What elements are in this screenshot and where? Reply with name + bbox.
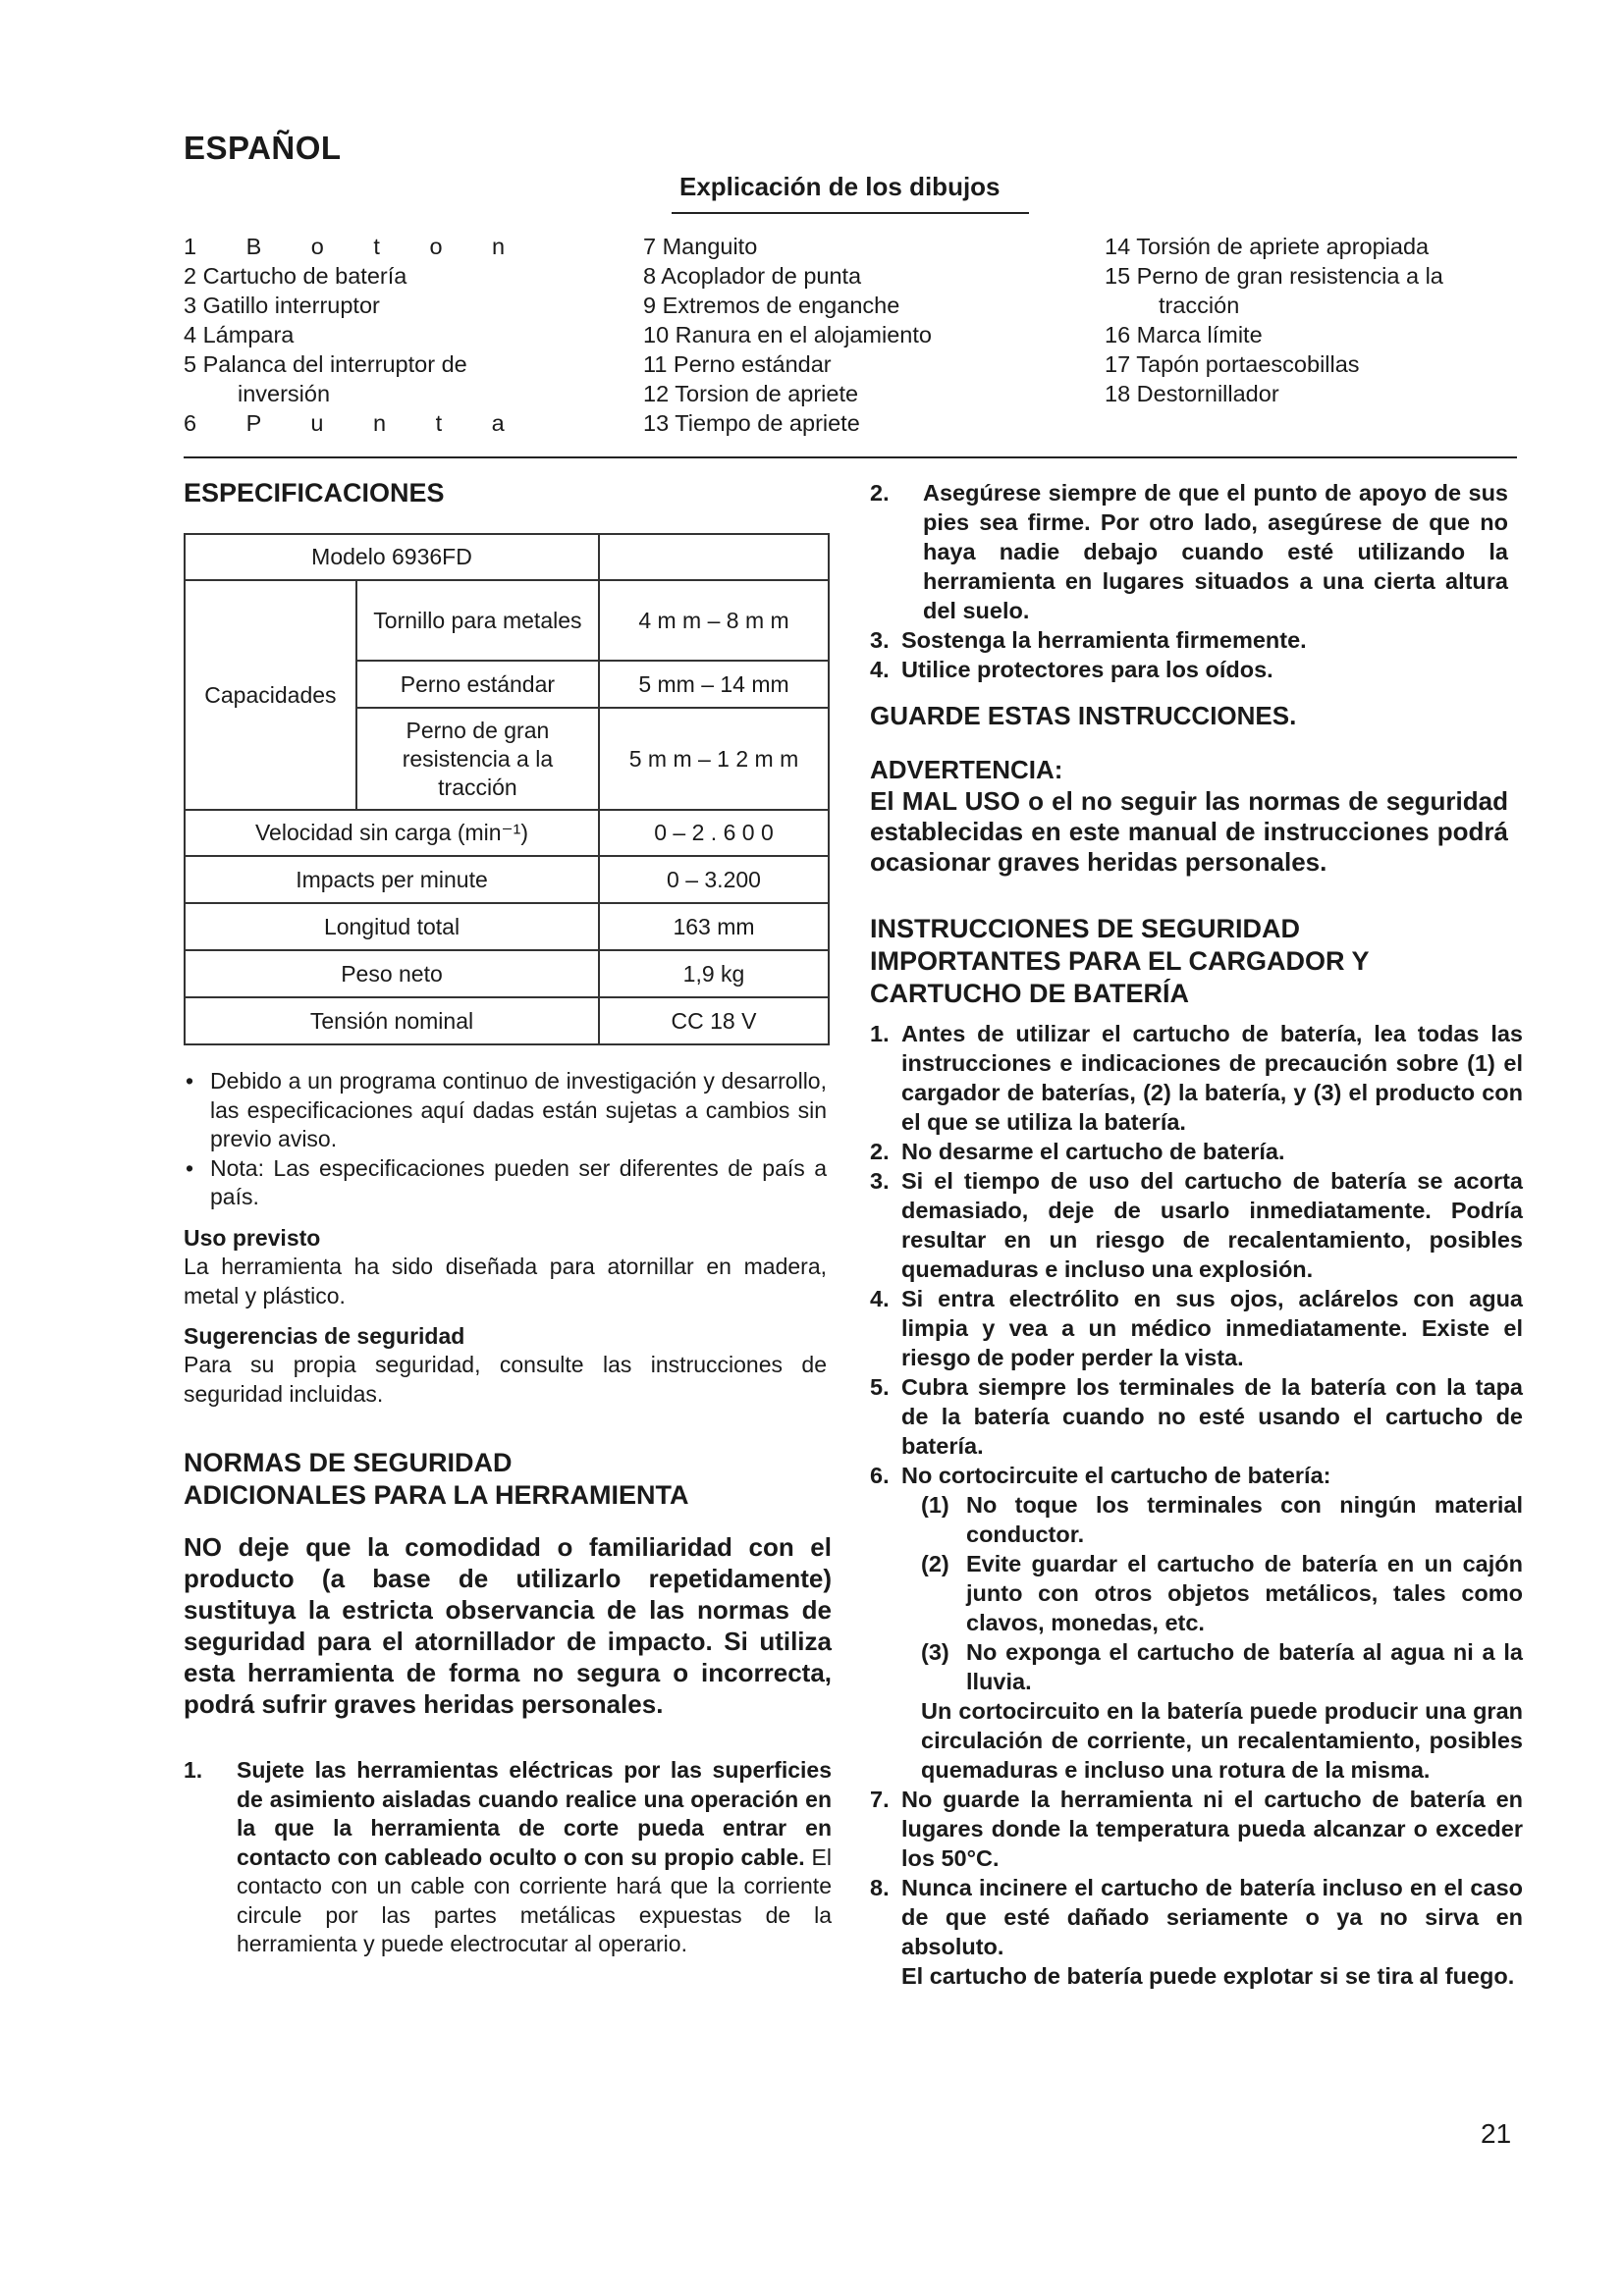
legend-item: 13 Tiempo de apriete [643,410,860,436]
legend-title-underline [672,212,1029,214]
voltage-label: Tensión nominal [185,997,599,1044]
item-number: 1. [870,1021,890,1046]
item-number: 2. [870,480,890,506]
item-normal-text: El contacto con un cable con corriente hará que la corriente circule por las partes metálicas expuestas de la herramienta y puede electrocutar al operario. [237,1843,832,1956]
spec-note: • Nota: Las especificaciones pueden ser diferentes de país a país. [184,1154,827,1212]
item-bold-text: Sujete las herramientas eléctricas por las superficies de asimiento aisladas cuando realice una operación en la que la herramienta de corte pueda entrar en contacto con cableado oculto o con su propio cable. [237,1757,832,1870]
item-number: 5. [870,1374,890,1400]
standard-bolt-label: Perno estándar [356,661,599,708]
impacts-value: 0 – 3.200 [599,856,829,903]
save-instructions: GUARDE ESTAS INSTRUCCIONES. [870,701,1297,730]
advertencia-heading: ADVERTENCIA: [870,755,1063,784]
sub-item-number: (2) [921,1551,949,1576]
item-text: Si entra electrólito en sus ojos, aclárelos con agua limpia y vea a un médico inmediatamente. Existe el riesgo de poder perder la vista. [901,1286,1523,1370]
sub-item-text: No exponga el cartucho de batería al agua ni a la lluvia. [966,1639,1523,1694]
standard-bolt-value: 5 mm – 14 mm [599,661,829,708]
capacities-label: Capacidades [185,580,356,810]
weight-label: Peso neto [185,950,599,997]
legend-item: 16 Marca límite [1105,322,1263,347]
item-text: No desarme el cartucho de batería. [901,1139,1285,1164]
metal-screw-label: Tornillo para metales [356,580,599,661]
safety-tips-section [184,1321,827,1409]
legend-item: 1 B o t o n [184,234,527,259]
impacts-label: Impacts per minute [185,856,599,903]
safety-tips-text: Para su propia seguridad, consulte las instrucciones de seguridad incluidas. [184,1352,827,1407]
list-item [870,1019,1523,1137]
list-item [870,478,1508,625]
high-tensile-bolt-label: Perno de gran resistencia a la tracción [356,708,599,810]
explode-note: El cartucho de batería puede explotar si se tira al fuego. [901,1963,1515,1989]
page-number: 21 [1481,2118,1512,2149]
item-number: 1. [184,1757,203,1783]
list-item [870,1166,1523,1284]
metal-screw-value: 4 m m – 8 m m [599,580,829,661]
list-item [870,1873,1523,1961]
item-number: 4. [870,1286,890,1311]
list-item [870,1137,1523,1166]
sub-item-number: (3) [921,1639,949,1665]
legend-title: Explicación de los dibujos [679,172,1001,201]
item-text: Antes de utilizar el cartucho de batería, lea todas las instrucciones e indicaciones de precaución sobre (1) el cargador de baterías, (2) la batería, y (3) el producto con el que se utiliza la batería. [901,1021,1523,1135]
item-number: 6. [870,1463,890,1488]
legend-item: 5 Palanca del interruptor de [184,351,467,377]
length-label: Longitud total [185,903,599,950]
sub-item [870,1637,1523,1696]
spec-note: • Debido a un programa continuo de investigación y desarrollo, las especificaciones aquí dadas están sujetas a cambios sin previo aviso. [184,1067,827,1154]
item-number: 3. [870,1168,890,1194]
weight-value: 1,9 kg [599,950,829,997]
model-label: Modelo 6936FD [185,534,599,580]
item-number: 2. [870,1139,890,1164]
legend-item: 10 Ranura en el alojamiento [643,322,932,347]
advertencia-text: El MAL USO o el no seguir las normas de seguridad establecidas en este manual de instrucciones podrá ocasionar graves heridas personales. [870,786,1508,877]
item-text: Sostenga la herramienta firmemente. [901,627,1307,653]
item-number: 8. [870,1875,890,1900]
legend-item: 14 Torsión de apriete apropiada [1105,234,1430,259]
additional-rules-heading-line: NORMAS DE SEGURIDAD [184,1448,513,1477]
no-load-speed-value: 0 – 2 . 6 0 0 [599,810,829,856]
legend-item: 2 Cartucho de batería [184,263,407,289]
legend-item: 18 Destornillador [1105,381,1279,406]
intended-use-text: La herramienta ha sido diseñada para atornillar en madera, metal y plástico. [184,1254,827,1308]
legend-item: inversión [238,381,331,406]
short-circuit-note: Un cortocircuito en la batería puede producir una gran circulación de corriente, un recalentamiento, posibles quemaduras e incluso una rotura de la misma. [921,1698,1523,1783]
battery-heading [870,913,1508,1010]
item-text: Utilice protectores para los oídos. [901,657,1273,682]
item-text: Asegúrese siempre de que el punto de apoyo de sus pies sea firme. Por otro lado, asegúrese de que no haya nadie debajo cuando esté utilizando la herramienta en lugares situados a una cierta altura del suelo. [923,480,1508,623]
legend-column-1 [184,232,526,438]
legend-item: 6 P u n t a [184,410,526,436]
item-text: No cortocircuite el cartucho de batería: [901,1463,1331,1488]
additional-rules-warning: NO deje que la comodidad o familiaridad con el producto (a base de utilizarlo repetidamente) sustituya la estricta observancia de las normas de seguridad para el atornillador de impacto. Si utiliza esta herramienta de forma no segura o incorrecta, podrá sufrir graves heridas personales. [184,1532,832,1719]
sub-item-text: No toque los terminales con ningún material conductor. [966,1492,1523,1547]
legend-item: 7 Manguito [643,234,758,259]
legend-item: 12 Torsion de apriete [643,381,859,406]
battery-list [870,1019,1523,1991]
item-text: Cubra siempre los terminales de la batería con la tapa de la batería cuando no esté usando el cartucho de batería. [901,1374,1523,1459]
battery-heading-line: CARTUCHO DE BATERÍA [870,979,1189,1008]
advertencia-section [870,754,1508,878]
specs-table [184,533,830,1045]
no-load-speed-label: Velocidad sin carga (min⁻¹) [185,810,599,856]
battery-heading-line: IMPORTANTES PARA EL CARGADOR Y [870,946,1370,976]
intended-use-heading: Uso previsto [184,1225,321,1251]
language-heading: ESPAÑOL [184,130,342,166]
safety-tips-heading: Sugerencias de seguridad [184,1323,465,1349]
list-item [870,1284,1523,1372]
high-tensile-bolt-value: 5 m m – 1 2 m m [599,708,829,810]
additional-rules-heading-line: ADICIONALES PARA LA HERRAMIENTA [184,1480,689,1510]
list-item [870,625,1508,655]
right-items-list [870,478,1508,684]
additional-rules-heading [184,1447,832,1512]
voltage-value: CC 18 V [599,997,829,1044]
list-item [870,1372,1523,1461]
length-value: 163 mm [599,903,829,950]
item-text: Nunca incinere el cartucho de batería incluso en el caso de que esté dañado seriamente o ya no sirva en absoluto. [901,1875,1523,1959]
item-number: 7. [870,1787,890,1812]
sub-item [870,1549,1523,1637]
battery-heading-line: INSTRUCCIONES DE SEGURIDAD [870,914,1301,943]
legend-item: 9 Extremos de enganche [643,293,900,318]
legend-item: 11 Perno estándar [643,351,832,377]
legend-column-2 [643,232,932,438]
list-item [870,655,1508,684]
sub-item-text: Evite guardar el cartucho de batería en un cajón junto con otros objetos metálicos, tales como clavos, monedas, etc. [966,1551,1523,1635]
item-text: Si el tiempo de uso del cartucho de batería se acorta demasiado, deje de usarlo inmediatamente. Podría resultar en un riesgo de recalentamiento, posibles quemaduras e incluso una explosión. [901,1168,1523,1282]
list-item [870,1461,1523,1490]
item-number: 4. [870,657,890,682]
legend-item: 17 Tapón portaescobillas [1105,351,1360,377]
legend-item: 3 Gatillo interruptor [184,293,380,318]
spec-notes [184,1067,827,1212]
legend-item: 15 Perno de gran resistencia a la [1105,263,1443,289]
legend-item: 8 Acoplador de punta [643,263,862,289]
model-value-cell [599,534,829,580]
additional-rule-item [184,1756,832,1959]
specs-heading: ESPECIFICACIONES [184,478,445,507]
section-divider [184,456,1517,458]
sub-item-number: (1) [921,1492,949,1518]
legend-item: 4 Lámpara [184,322,295,347]
item-number: 3. [870,627,890,653]
legend-item: tracción [1159,293,1240,318]
sub-item [870,1490,1523,1549]
list-item [870,1785,1523,1873]
intended-use-section [184,1223,827,1310]
legend-column-3 [1105,232,1443,408]
item-text: No guarde la herramienta ni el cartucho de batería en lugares donde la temperatura pueda alcanzar o exceder los 50°C. [901,1787,1523,1871]
